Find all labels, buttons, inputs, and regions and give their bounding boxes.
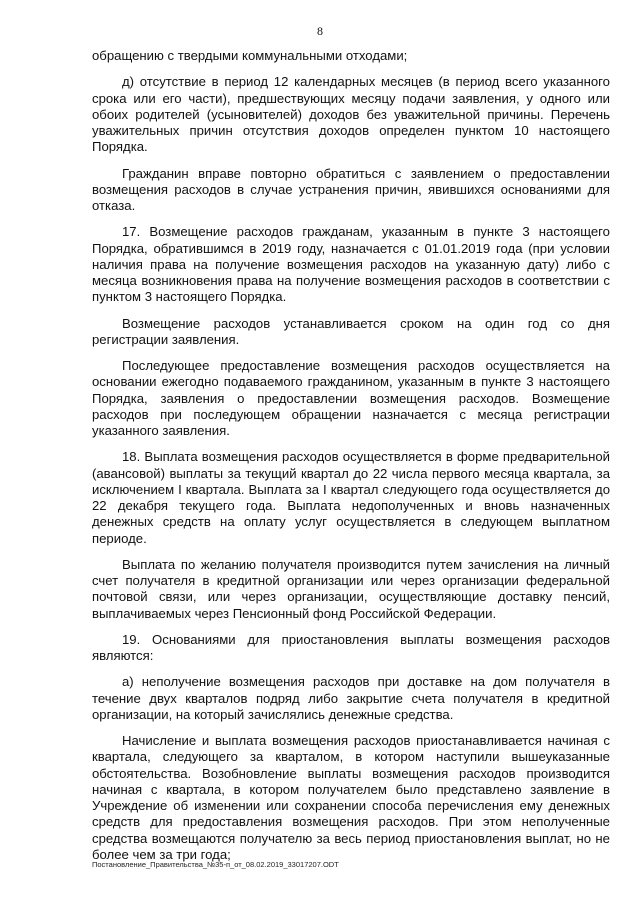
paragraph-suspension: Начисление и выплата возмещения расходов приостанавливается начиная с квартала, следующего за кварталом, в котором наступили вышеуказанные обстоятельства. Возобновление выплаты возмещения расходов производится начиная с квартала, в котором получателем было представлено заявление в Учреждение об изменении или сохранении способа перечисления ему денежных средств для предоставления возмещения расходов. При этом неполученные средства возмещаются получателю за весь период приостановления выплат, но не более чем за три года; bbox=[92, 733, 610, 862]
document-footer: Постановление_Правительства_№35-п_от_08.02.2019_33017207.ODT bbox=[92, 860, 339, 869]
paragraph-term: Возмещение расходов устанавливается сроком на один год со дня регистрации заявления. bbox=[92, 315, 610, 347]
paragraph-subitem-a: а) неполучение возмещения расходов при доставке на дом получателя в течение двух кварталов подряд либо закрытие счета получателя в кредитной организации, на который зачислялись денежные средства. bbox=[92, 674, 610, 722]
paragraph-item-19: 19. Основаниями для приостановления выплаты возмещения расходов являются: bbox=[92, 631, 610, 663]
paragraph-subitem-d: д) отсутствие в период 12 календарных месяцев (в период всего указанного срока или его части), предшествующих месяцу подачи заявления, у одного или обоих родителей (усыновителей) доходов без уважительной причины. Перечень уважительных причин отсутствия доходов определен пунктом 10 настоящего Порядка. bbox=[92, 74, 610, 155]
paragraph-continuation: обращению с твердыми коммунальными отходами; bbox=[92, 48, 408, 63]
paragraph-reapply: Гражданин вправе повторно обратиться с заявлением о предоставлении возмещения расходов в случае устранения причин, явившихся основаниями для отказа. bbox=[92, 165, 610, 213]
document-body bbox=[92, 48, 610, 873]
paragraph-item-17: 17. Возмещение расходов гражданам, указанным в пункте 3 настоящего Порядка, обратившимся в 2019 году, назначается с 01.01.2019 года (при условии наличия права на получение возмещения расходов на указанную дату) либо с месяца возникновения права на получение возмещения расходов в соответствии с пунктом 3 настоящего Порядка. bbox=[92, 224, 610, 305]
paragraph-item-18: 18. Выплата возмещения расходов осуществляется в форме предварительной (авансовой) выплаты за текущий квартал до 22 числа первого месяца квартала, за исключением I квартала. Выплата за I квартал следующего года осуществляется до 22 декабря текущего года. Выплата недополученных и вновь назначенных денежных средств на оплату услуг осуществляется в следующем выплатном периоде. bbox=[92, 449, 610, 546]
page-number: 8 bbox=[317, 24, 323, 38]
paragraph-subsequent: Последующее предоставление возмещения расходов осуществляется на основании ежегодно подаваемого гражданином, указанным в пункте 3 настоящего Порядка, заявления о предоставлении возмещения расходов. Возмещение расходов при последующем обращении назначается с месяца регистрации указанного заявления. bbox=[92, 358, 610, 438]
paragraph-payment-method: Выплата по желанию получателя производится путем зачисления на личный счет получателя в кредитной организации или через организации федеральной почтовой связи, или через организации, осуществляющие доставку пенсий, выплачиваемых через Пенсионный фонд Российской Федерации. bbox=[92, 556, 610, 621]
